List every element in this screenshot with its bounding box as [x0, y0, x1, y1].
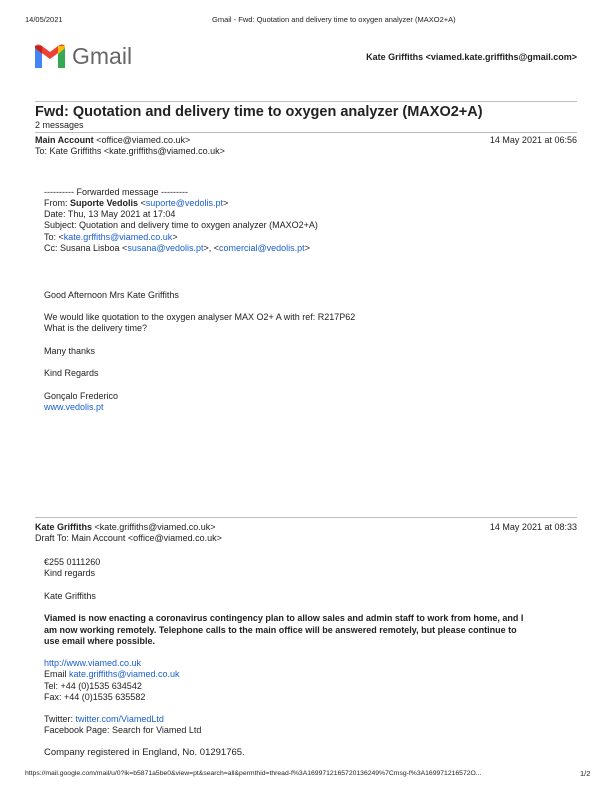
sender-name: Main Account: [35, 135, 94, 145]
forward-date: Date: Thu, 13 May 2021 at 17:04: [44, 209, 176, 219]
forward-subject: Subject: Quotation and delivery time to oxygen analyzer (MAXO2+A): [44, 220, 318, 230]
print-date: 14/05/2021: [25, 15, 63, 24]
divider: [35, 101, 577, 102]
cc-email-link[interactable]: susana@vedolis.pt: [127, 243, 204, 253]
twitter-line: [44, 714, 164, 725]
print-title: Gmail - Fwd: Quotation and delivery time to oxygen analyzer (MAXO2+A): [212, 15, 456, 24]
forward-cc: Cc: Susana Lisboa <susana@vedolis.pt>, <comercial@vedolis.pt>: [44, 243, 310, 253]
label: To:: [44, 232, 59, 242]
label: Cc: Susana Lisboa: [44, 243, 123, 253]
notice-line: Viamed is now enacting a coronavirus contingency plan to allow sales and admin staff to work from home, and I: [44, 613, 524, 623]
message-count: 2 messages: [35, 120, 84, 130]
to-email-link[interactable]: kate.grffiths@viamed.co.uk: [63, 232, 173, 242]
from-email-link[interactable]: suporte@vedolis.pt: [145, 198, 223, 208]
fax-line: Fax: +44 (0)1535 635582: [44, 692, 146, 702]
from-name: Suporte Vedolis: [70, 198, 139, 208]
company-line: Company registered in England, No. 01291765.: [44, 747, 245, 758]
greeting: Good Afternoon Mrs Kate Griffiths: [44, 290, 179, 300]
notice-line: use email where possible.: [44, 636, 156, 646]
thanks: Many thanks: [44, 346, 96, 356]
account-label: Kate Griffiths <viamed.kate.griffiths@gmail.com>: [366, 52, 577, 62]
twitter-link[interactable]: twitter.com/ViamedLtd: [75, 714, 164, 724]
message2-to: Draft To: Main Account <office@viamed.co.uk>: [35, 533, 222, 543]
message1-date: 14 May 2021 at 06:56: [489, 135, 577, 145]
website-link[interactable]: http://www.viamed.co.uk: [44, 658, 142, 668]
gmail-logo-text: Gmail: [72, 43, 133, 69]
label: Email: [44, 669, 70, 679]
price-line: €255 0111260: [44, 557, 101, 567]
regards: Kind regards: [44, 568, 96, 578]
forward-from: From: Suporte Vedolis <suporte@vedolis.pt>: [44, 198, 229, 208]
website-link[interactable]: www.vedolis.pt: [44, 402, 104, 412]
page-number: 1/2: [580, 769, 591, 778]
tel-line: Tel: +44 (0)1535 634542: [44, 681, 142, 691]
body-line: We would like quotation to the oxygen analyser MAX O2+ A with ref: R217P62: [44, 312, 356, 322]
thread-subject: Fwd: Quotation and delivery time to oxygen analyzer (MAXO2+A): [35, 104, 483, 120]
label: From:: [44, 198, 70, 208]
gmail-logo-icon: [35, 44, 65, 71]
email-link[interactable]: kate.griffiths@viamed.co.uk: [69, 669, 180, 679]
message1-sender: [35, 135, 190, 146]
forward-to: To: <kate.grffiths@viamed.co.uk>: [44, 232, 178, 242]
signature-name: Kate Griffiths: [44, 591, 96, 601]
facebook-line: Facebook Page: Search for Viamed Ltd: [44, 725, 202, 735]
forward-separator: ---------- Forwarded message ---------: [44, 187, 188, 197]
message2-sender: [35, 522, 216, 533]
message2-date: 14 May 2021 at 08:33: [489, 522, 577, 532]
notice-line: am now working remotely. Telephone calls to the main office will be answered remotely, but please continue to: [44, 625, 517, 635]
sender-name: Kate Griffiths: [35, 522, 93, 532]
message1-to: To: Kate Griffiths <kate.griffiths@viamed.co.uk>: [35, 146, 225, 156]
regards: Kind Regards: [44, 368, 99, 378]
signature-name: Gonçalo Frederico: [44, 391, 119, 401]
cc-email-link[interactable]: comercial@vedolis.pt: [219, 243, 305, 253]
body-line: What is the delivery time?: [44, 323, 148, 333]
divider: [35, 132, 577, 133]
divider: [35, 517, 577, 518]
label: Twitter:: [44, 714, 76, 724]
print-url: https://mail.google.com/mail/u/0?ik=b5871a5be0&view=pt&search=all&permthid=thread-f%3A1699712165720136249%7Cmsg-f%3A169971216572O...: [25, 770, 482, 777]
sender-email: <kate.griffiths@viamed.co.uk>: [94, 522, 216, 532]
sender-email: <office@viamed.co.uk>: [96, 135, 191, 145]
email-line: [44, 669, 180, 680]
